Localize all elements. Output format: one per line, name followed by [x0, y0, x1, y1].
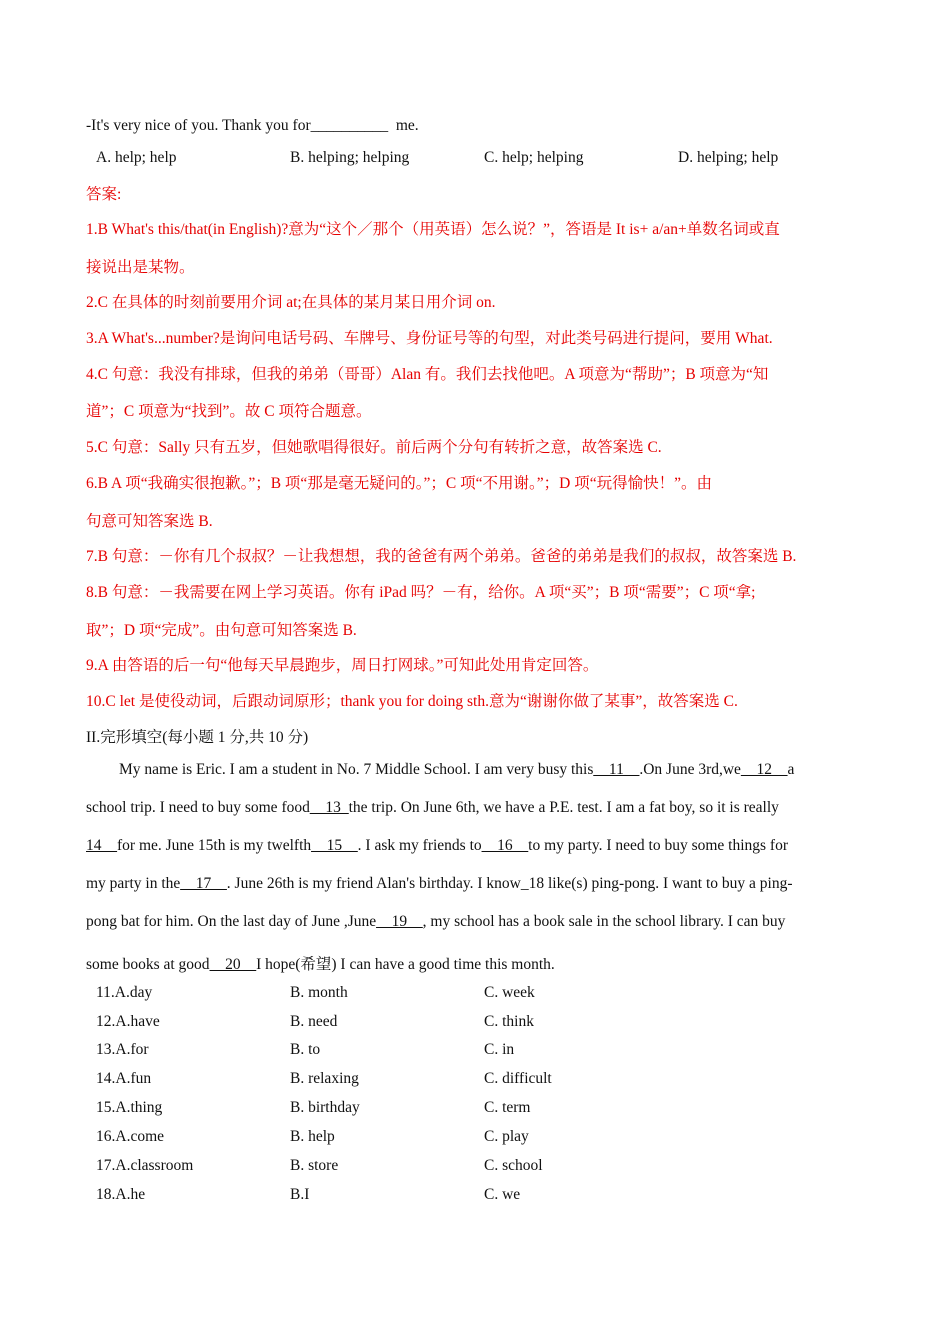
- text: . I ask my friends to: [357, 837, 482, 854]
- answer-line: 取”；D 项“完成”。由句意可知答案选 B.: [86, 622, 357, 639]
- choice-option: C. term: [484, 1099, 531, 1116]
- passage-line: [86, 761, 864, 779]
- choice-option: 11.A.day: [96, 984, 153, 1001]
- choice-option: 15.A.thing: [96, 1099, 163, 1116]
- choice-option: C. difficult: [484, 1070, 552, 1087]
- answer-line: 6.B A 项“我确实很抱歉。”；B 项“那是毫无疑问的。”；C 项“不用谢。”；D 项“玩得愉快！”。由: [86, 475, 712, 492]
- choice-option: B. birthday: [290, 1099, 360, 1116]
- choice-option: B. store: [290, 1157, 339, 1174]
- text: for me. June 15th is my twelfth: [117, 837, 312, 854]
- section-title: II.完形填空(每小题 1 分,共 10 分): [86, 729, 309, 746]
- choice-option: 14.A.fun: [96, 1070, 152, 1087]
- text: school trip. I need to buy some food: [86, 799, 310, 816]
- option-d: D. helping; help: [678, 149, 779, 166]
- text: pong bat for him. On the last day of June ,June: [86, 913, 377, 930]
- answer-line: 3.A What's...number?是询问电话号码、车牌号、身份证号等的句型，对此类号码进行提问，要用 What.: [86, 330, 773, 347]
- answer-line: 接说出是某物。: [86, 259, 195, 276]
- answer-line: 道”；C 项意为“找到”。故 C 项符合题意。: [86, 403, 372, 420]
- answer-line: 7.B 句意：－你有几个叔叔？－让我想想，我的爸爸有两个弟弟。爸爸的弟弟是我们的叔叔，故答案选 B.: [86, 548, 797, 565]
- text: my party in the: [86, 875, 181, 892]
- passage-line: [86, 875, 864, 893]
- answer-text: 1.B What's this/that(in English)?意为“这个／那个（用英语）怎么说？”，答语是 It is+ a/an+单数名词或直: [86, 221, 780, 238]
- answer-line: 5.C 句意：Sally 只有五岁，但她歌唱得很好。前后两个分句有转折之意，故答案选 C.: [86, 439, 662, 456]
- blank-11: __11__: [593, 761, 640, 778]
- answer-line: 10.C let 是使役动词，后跟动词原形；thank you for doing sth.意为“谢谢你做了某事”，故答案选 C.: [86, 693, 738, 710]
- choice-option: 13.A.for: [96, 1041, 149, 1058]
- choice-option: 12.A.have: [96, 1013, 160, 1030]
- answer-line: 8.B 句意：－我需要在网上学习英语。你有 iPad 吗？－有，给你。A 项“买”；B 项“需要”；C 项“拿;: [86, 584, 756, 601]
- choice-option: 17.A.classroom: [96, 1157, 194, 1174]
- option-c: C. help; helping: [484, 149, 584, 166]
- passage-line: [86, 837, 864, 855]
- choice-option: C. we: [484, 1186, 521, 1203]
- choice-option: B. need: [290, 1013, 338, 1030]
- text: , my school has a book sale in the school library. I can buy: [422, 913, 786, 930]
- passage-line: [86, 952, 864, 974]
- text: . June 26th is my friend Alan's birthday. I know_18 like(s) ping-pong. I want to buy a ping-: [226, 875, 793, 892]
- choice-option: C. think: [484, 1013, 534, 1030]
- text: My name is Eric. I am a student in No. 7 Middle School. I am very busy this: [119, 761, 594, 778]
- blank-15: __15__: [311, 837, 358, 854]
- choice-option: C. school: [484, 1157, 543, 1174]
- choice-option: C. in: [484, 1041, 515, 1058]
- blank-16: __16__: [481, 837, 529, 854]
- choice-option: B. month: [290, 984, 348, 1001]
- choice-option: 18.A.he: [96, 1186, 146, 1203]
- choice-option: 16.A.come: [96, 1128, 165, 1145]
- answer-line: 句意可知答案选 B.: [86, 513, 213, 530]
- passage-line: [86, 799, 864, 817]
- stem-suffix: me.: [395, 117, 419, 134]
- text: some books at good: [86, 956, 210, 973]
- option-b: B. helping; helping: [290, 149, 410, 166]
- answer-line: 2.C 在具体的时刻前要用介词 at;在具体的某月某日用介词 on.: [86, 294, 496, 311]
- blank-19: __19__: [376, 913, 423, 930]
- choice-option: B. to: [290, 1041, 321, 1058]
- stem-prefix: -It's very nice of you. Thank you for: [86, 117, 311, 134]
- choice-option: B. relaxing: [290, 1070, 359, 1087]
- passage-line: [86, 913, 864, 931]
- option-a: A. help; help: [96, 149, 177, 166]
- text: to my party. I need to buy some things for: [528, 837, 789, 854]
- text: a: [787, 761, 795, 778]
- choice-option: B. help: [290, 1128, 335, 1145]
- blank-13: __13_: [309, 799, 349, 816]
- choice-option: C. play: [484, 1128, 529, 1145]
- blank-14: 14__: [86, 837, 117, 854]
- answer-line: 9.A 由答语的后一句“他每天早晨跑步，周日打网球。”可知此处用肯定回答。: [86, 657, 599, 674]
- answer-line: [86, 217, 864, 239]
- question-stem: [86, 117, 419, 135]
- text: the trip. On June 6th, we have a P.E. test. I am a fat boy, so it is really: [348, 799, 779, 816]
- blank-20: __20__: [209, 956, 257, 973]
- choice-option: C. week: [484, 984, 535, 1001]
- stem-blank: __________: [310, 117, 389, 134]
- choice-option: B.I: [290, 1186, 310, 1203]
- blank-12: __12__: [740, 761, 788, 778]
- blank-17: __17__: [180, 875, 227, 892]
- text: I hope(希望) I can have a good time this month.: [256, 956, 555, 973]
- answer-line: 4.C 句意：我没有排球，但我的弟弟（哥哥）Alan 有。我们去找他吧。A 项意为“帮助”；B 项意为“知: [86, 366, 769, 383]
- answers-heading: 答案:: [86, 186, 122, 203]
- text: .On June 3rd,we: [639, 761, 741, 778]
